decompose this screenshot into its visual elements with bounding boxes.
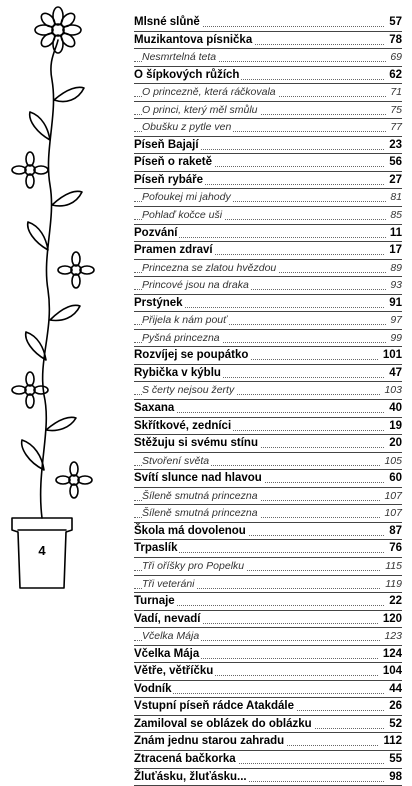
toc-entry-page: 112 bbox=[379, 733, 402, 750]
toc-entry bbox=[134, 382, 402, 400]
toc-entry-title: Nesmrtelná teta bbox=[142, 49, 218, 66]
table-of-contents bbox=[134, 14, 402, 786]
toc-entry-title: O princezně, která ráčkovala bbox=[142, 84, 278, 101]
flower-vine-illustration bbox=[0, 0, 130, 600]
toc-entry-page: 55 bbox=[385, 751, 402, 768]
toc-entry-page: 22 bbox=[385, 593, 402, 610]
toc-entry bbox=[134, 277, 402, 295]
toc-entry bbox=[134, 558, 402, 576]
toc-entry-page: 89 bbox=[386, 260, 402, 277]
toc-entry-title: Prstýnek bbox=[134, 295, 185, 312]
toc-entry-title: S čerty nejsou žerty bbox=[142, 382, 236, 399]
toc-entry-title: Šíleně smutná princezna bbox=[142, 488, 260, 505]
flower-icon bbox=[35, 7, 81, 53]
toc-entry-page: 71 bbox=[386, 84, 402, 101]
toc-entry-page: 93 bbox=[386, 277, 402, 294]
toc-entry-title: Šíleně smutná princezna bbox=[142, 505, 260, 522]
toc-entry-title: Píseň rybáře bbox=[134, 172, 205, 189]
toc-entry bbox=[134, 49, 402, 67]
toc-entry bbox=[134, 172, 402, 190]
toc-entry bbox=[134, 663, 402, 681]
toc-entry bbox=[134, 646, 402, 664]
toc-entry-page: 62 bbox=[385, 67, 402, 84]
toc-entry bbox=[134, 681, 402, 699]
toc-entry-title: Vodník bbox=[134, 681, 173, 698]
toc-entry bbox=[134, 189, 402, 207]
toc-entry-page: 57 bbox=[385, 14, 402, 31]
toc-entry bbox=[134, 330, 402, 348]
toc-entry-page: 98 bbox=[385, 769, 402, 786]
toc-entry-title: Princezna se zlatou hvězdou bbox=[142, 260, 278, 277]
toc-entry-title: Obušku z pytle ven bbox=[142, 119, 233, 136]
toc-entry-page: 23 bbox=[385, 137, 402, 154]
toc-entry-page: 75 bbox=[386, 102, 402, 119]
toc-entry bbox=[134, 14, 402, 32]
toc-entry bbox=[134, 260, 402, 278]
toc-entry-title: Pyšná princezna bbox=[142, 330, 222, 347]
flower-icon bbox=[58, 252, 94, 288]
toc-entry-title: Princové jsou na draka bbox=[142, 277, 251, 294]
toc-entry-title: Žluťásku, žluťásku... bbox=[134, 769, 249, 786]
toc-entry-title: Včelka Mája bbox=[142, 628, 201, 645]
toc-entry-title: Pozvání bbox=[134, 225, 179, 242]
toc-entry-title: O šípkových růžích bbox=[134, 67, 241, 84]
toc-entry-title: Vadí, nevadí bbox=[134, 611, 202, 628]
toc-entry bbox=[134, 593, 402, 611]
toc-entry-page: 78 bbox=[385, 32, 402, 49]
toc-entry-page: 69 bbox=[386, 49, 402, 66]
toc-entry bbox=[134, 576, 402, 594]
toc-entry-title: Větře, větříčku bbox=[134, 663, 215, 680]
toc-entry bbox=[134, 488, 402, 506]
toc-entry-title: Přijela k nám pouť bbox=[142, 312, 229, 329]
toc-entry-page: 107 bbox=[380, 488, 402, 505]
toc-entry-title: Škola má dovolenou bbox=[134, 523, 248, 540]
toc-entry-title: Pramen zdraví bbox=[134, 242, 215, 259]
toc-entry bbox=[134, 102, 402, 120]
toc-entry bbox=[134, 207, 402, 225]
toc-entry-page: 97 bbox=[386, 312, 402, 329]
toc-entry-page: 60 bbox=[385, 470, 402, 487]
toc-entry bbox=[134, 453, 402, 471]
toc-entry-title: Pohlaď kočce uši bbox=[142, 207, 224, 224]
toc-entry bbox=[134, 769, 402, 786]
toc-entry bbox=[134, 505, 402, 523]
toc-entry-page: 124 bbox=[379, 646, 402, 663]
toc-entry bbox=[134, 295, 402, 313]
toc-entry-title: Zamiloval se oblázek do oblázku bbox=[134, 716, 314, 733]
toc-entry-page: 101 bbox=[379, 347, 402, 364]
toc-entry bbox=[134, 628, 402, 646]
toc-entry-page: 91 bbox=[385, 295, 402, 312]
flower-icon bbox=[56, 462, 92, 498]
toc-entry bbox=[134, 67, 402, 85]
toc-entry-title: Stěžuju si svému stínu bbox=[134, 435, 260, 452]
toc-entry bbox=[134, 225, 402, 243]
toc-entry-page: 26 bbox=[385, 698, 402, 715]
toc-entry-title: Stvoření světa bbox=[142, 453, 211, 470]
toc-entry bbox=[134, 470, 402, 488]
toc-entry bbox=[134, 418, 402, 436]
toc-entry-page: 17 bbox=[385, 242, 402, 259]
toc-entry-title: Mlsné slůně bbox=[134, 14, 202, 31]
toc-entry bbox=[134, 242, 402, 260]
toc-entry bbox=[134, 400, 402, 418]
toc-entry-page: 119 bbox=[381, 576, 402, 593]
toc-entry-title: Tři veteráni bbox=[142, 576, 197, 593]
toc-entry-page: 77 bbox=[386, 119, 402, 136]
toc-entry-page: 99 bbox=[386, 330, 402, 347]
toc-entry-page: 107 bbox=[380, 505, 402, 522]
toc-entry bbox=[134, 365, 402, 383]
toc-entry-page: 40 bbox=[385, 400, 402, 417]
toc-entry-page: 47 bbox=[385, 365, 402, 382]
toc-entry bbox=[134, 733, 402, 751]
toc-entry bbox=[134, 154, 402, 172]
toc-entry-page: 85 bbox=[386, 207, 402, 224]
toc-entry-page: 120 bbox=[379, 611, 402, 628]
toc-entry-title: Svítí slunce nad hlavou bbox=[134, 470, 264, 487]
toc-entry-title: Píseň o raketě bbox=[134, 154, 214, 171]
toc-entry-page: 44 bbox=[385, 681, 402, 698]
toc-entry-title: Saxana bbox=[134, 400, 176, 417]
toc-entry bbox=[134, 84, 402, 102]
leader-dots bbox=[134, 692, 402, 694]
toc-entry-title: Turnaje bbox=[134, 593, 177, 610]
toc-entry-title: Rozvíjej se poupátko bbox=[134, 347, 250, 364]
toc-entry-page: 76 bbox=[385, 540, 402, 557]
toc-entry-title: Znám jednu starou zahradu bbox=[134, 733, 286, 750]
toc-entry-title: Vstupní píseň rádce Atakdále bbox=[134, 698, 296, 715]
toc-entry-page: 52 bbox=[385, 716, 402, 733]
toc-entry bbox=[134, 611, 402, 629]
flower-icon bbox=[12, 152, 48, 188]
toc-entry bbox=[134, 119, 402, 137]
toc-entry-title: Rybička v kýblu bbox=[134, 365, 223, 382]
toc-entry-title: Včelka Mája bbox=[134, 646, 201, 663]
toc-entry-page: 115 bbox=[381, 558, 402, 575]
toc-entry bbox=[134, 312, 402, 330]
toc-entry-title: Muzikantova písnička bbox=[134, 32, 254, 49]
toc-entry bbox=[134, 435, 402, 453]
toc-entry-title: Píseň Bajají bbox=[134, 137, 201, 154]
toc-entry-page: 87 bbox=[385, 523, 402, 540]
toc-entry bbox=[134, 716, 402, 734]
toc-entry bbox=[134, 32, 402, 50]
toc-entry bbox=[134, 523, 402, 541]
toc-entry-title: Tři oříšky pro Popelku bbox=[142, 558, 246, 575]
toc-entry-title: O princi, který měl smůlu bbox=[142, 102, 260, 119]
toc-entry-page: 105 bbox=[380, 453, 402, 470]
toc-entry-page: 27 bbox=[385, 172, 402, 189]
toc-entry-page: 104 bbox=[379, 663, 402, 680]
vine-stem bbox=[41, 40, 58, 518]
toc-entry bbox=[134, 540, 402, 558]
toc-entry-page: 11 bbox=[386, 225, 402, 242]
toc-entry-page: 20 bbox=[385, 435, 402, 452]
toc-entry-page: 81 bbox=[386, 189, 402, 206]
toc-entry bbox=[134, 137, 402, 155]
page-number: 4 bbox=[38, 543, 46, 558]
toc-entry bbox=[134, 751, 402, 769]
toc-entry-title: Pofoukej mi jahody bbox=[142, 189, 233, 206]
toc-entry-title: Trpaslík bbox=[134, 540, 179, 557]
toc-entry-page: 123 bbox=[380, 628, 402, 645]
toc-entry bbox=[134, 698, 402, 716]
toc-entry-page: 103 bbox=[380, 382, 402, 399]
toc-entry-title: Ztracená bačkorka bbox=[134, 751, 238, 768]
toc-entry-page: 56 bbox=[385, 154, 402, 171]
toc-entry-title: Skřítkové, zedníci bbox=[134, 418, 233, 435]
toc-entry-page: 19 bbox=[385, 418, 402, 435]
toc-entry bbox=[134, 347, 402, 365]
